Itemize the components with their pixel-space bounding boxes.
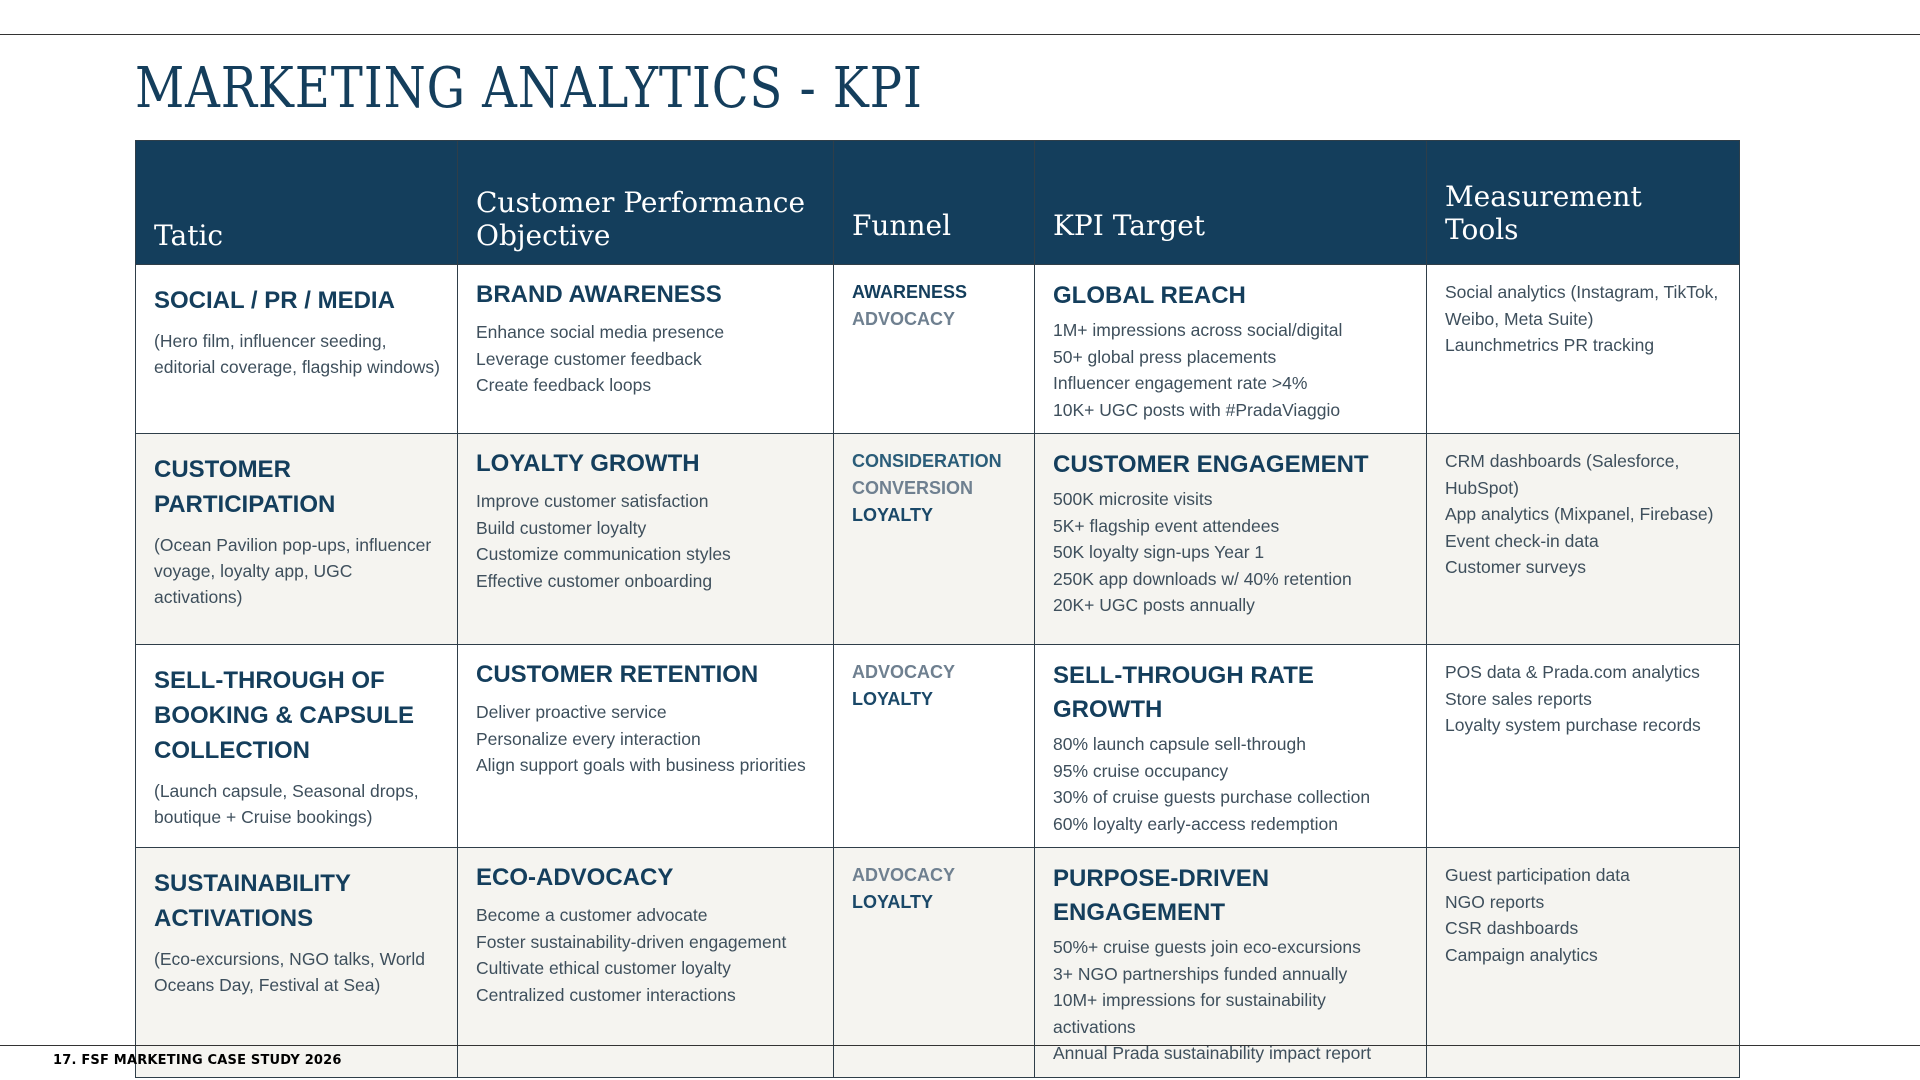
tools-list — [1445, 279, 1723, 359]
tools-cell — [1427, 645, 1740, 848]
objective-list — [476, 902, 817, 1008]
tool-item: Event check-in data — [1445, 530, 1599, 551]
tactic-note: (Eco-excursions, NGO talks, World Oceans Day, Festival at Sea) — [154, 949, 425, 995]
tool-item: App analytics (Mixpanel, Firebase) — [1445, 504, 1714, 524]
objective-item: Cultivate ethical customer loyalty — [476, 958, 731, 978]
tool-item: Store sales reports — [1445, 688, 1592, 709]
tool-item: NGO reports — [1445, 891, 1545, 912]
funnel-stage-loyalty: LOYALTY — [852, 892, 934, 912]
funnel-list — [852, 279, 1018, 333]
page-footer: 17. FSF MARKETING CASE STUDY 2026 — [53, 1053, 342, 1068]
tool-item: Customer surveys — [1445, 557, 1587, 577]
table-row — [136, 645, 1740, 848]
kpi-item: 60% loyalty early-access redemption — [1053, 813, 1338, 834]
tactic-cell — [136, 645, 458, 848]
header-measurement-tools: Measurement Tools — [1427, 141, 1740, 265]
funnel-cell — [834, 645, 1035, 848]
funnel-stage-conversion: CONVERSION — [852, 478, 974, 498]
funnel-cell — [834, 265, 1035, 434]
objective-title: ECO-ADVOCACY — [476, 864, 674, 891]
kpi-list — [1053, 934, 1410, 1067]
objective-item: Create feedback loops — [476, 375, 652, 395]
tool-item: Loyalty system purchase records — [1445, 715, 1701, 735]
objective-title: LOYALTY GROWTH — [476, 450, 700, 477]
funnel-stage-loyalty: LOYALTY — [852, 505, 934, 525]
table-row — [136, 434, 1740, 645]
table-row — [136, 265, 1740, 434]
tactic-note: (Launch capsule, Seasonal drops, boutique + Cruise bookings) — [154, 781, 419, 827]
tactic-title: SOCIAL / PR / MEDIA — [154, 287, 395, 314]
tactic-title: CUSTOMER PARTICIPATION — [154, 456, 336, 518]
objective-item: Deliver proactive service — [476, 702, 667, 722]
objective-item: Foster sustainability-driven engagement — [476, 931, 787, 952]
kpi-item: Influencer engagement rate >4% — [1053, 373, 1308, 393]
kpi-item: 500K microsite visits — [1053, 489, 1213, 509]
tactic-cell — [136, 434, 458, 645]
kpi-item: 20K+ UGC posts annually — [1053, 595, 1255, 615]
kpi-list — [1053, 731, 1410, 837]
header-kpi-target: KPI Target — [1035, 141, 1427, 265]
kpi-item: 95% cruise occupancy — [1053, 760, 1229, 781]
tactic-title: SUSTAINABILITY ACTIVATIONS — [154, 870, 351, 932]
page-title: MARKETING ANALYTICS - KPI — [135, 56, 923, 121]
kpi-item: 10K+ UGC posts with #PradaViaggio — [1053, 399, 1341, 420]
tool-item: CRM dashboards (Salesforce, HubSpot) — [1445, 451, 1680, 498]
tactic-note: (Ocean Pavilion pop-ups, influencer voyage, loyalty app, UGC activations) — [154, 535, 432, 607]
funnel-cell — [834, 434, 1035, 645]
objective-item: Enhance social media presence — [476, 322, 725, 342]
objective-item: Become a customer advocate — [476, 905, 708, 925]
kpi-table — [135, 140, 1740, 1078]
funnel-list — [852, 448, 1018, 529]
tools-list — [1445, 448, 1723, 581]
tools-list — [1445, 862, 1723, 968]
tactic-title: SELL-THROUGH OF BOOKING & CAPSULE COLLECTION — [154, 667, 415, 764]
header-objective: Customer Performance Objective — [458, 141, 834, 265]
kpi-title: GLOBAL REACH — [1053, 282, 1246, 309]
kpi-cell — [1035, 434, 1427, 645]
kpi-title: PURPOSE-DRIVEN ENGAGEMENT — [1053, 865, 1270, 926]
kpi-item: 50K loyalty sign-ups Year 1 — [1053, 542, 1265, 562]
top-divider — [0, 34, 1920, 35]
objective-item: Build customer loyalty — [476, 517, 647, 538]
kpi-title: SELL-THROUGH RATE GROWTH — [1053, 662, 1314, 723]
kpi-item: 1M+ impressions across social/digital — [1053, 320, 1343, 340]
funnel-stage-consideration: CONSIDERATION — [852, 451, 1002, 471]
header-tactic: Tatic — [136, 141, 458, 265]
tools-cell — [1427, 265, 1740, 434]
funnel-stage-advocacy: ADVOCACY — [852, 662, 956, 682]
kpi-cell — [1035, 265, 1427, 434]
objective-list — [476, 319, 817, 399]
objective-item: Centralized customer interactions — [476, 984, 736, 1005]
kpi-item: 10M+ impressions for sustainability activations — [1053, 990, 1326, 1037]
kpi-item: 5K+ flagship event attendees — [1053, 515, 1280, 536]
funnel-stage-advocacy: ADVOCACY — [852, 865, 956, 885]
kpi-list — [1053, 317, 1410, 423]
kpi-list — [1053, 486, 1410, 619]
kpi-item: 50%+ cruise guests join eco-excursions — [1053, 937, 1361, 957]
kpi-cell — [1035, 645, 1427, 848]
objective-list — [476, 699, 817, 779]
funnel-cell — [834, 848, 1035, 1078]
kpi-cell — [1035, 848, 1427, 1078]
tool-item: CSR dashboards — [1445, 918, 1579, 938]
kpi-title: CUSTOMER ENGAGEMENT — [1053, 451, 1369, 478]
tool-item: Launchmetrics PR tracking — [1445, 335, 1655, 355]
objective-item: Personalize every interaction — [476, 728, 701, 749]
objective-title: CUSTOMER RETENTION — [476, 661, 759, 688]
tools-cell — [1427, 848, 1740, 1078]
kpi-item: 250K app downloads w/ 40% retention — [1053, 568, 1352, 589]
objective-list — [476, 488, 817, 594]
objective-item: Improve customer satisfaction — [476, 491, 709, 511]
tool-item: POS data & Prada.com analytics — [1445, 662, 1700, 682]
tactic-note: (Hero film, influencer seeding, editorial coverage, flagship windows) — [154, 331, 440, 377]
objective-cell — [458, 265, 834, 434]
objective-cell — [458, 434, 834, 645]
header-funnel: Funnel — [834, 141, 1035, 265]
table-row — [136, 848, 1740, 1078]
objective-item: Align support goals with business priorities — [476, 755, 806, 775]
table-header-row — [136, 141, 1740, 265]
tool-item: Social analytics (Instagram, TikTok, Weibo, Meta Suite) — [1445, 282, 1719, 329]
objective-cell — [458, 645, 834, 848]
kpi-item: 80% launch capsule sell-through — [1053, 734, 1306, 754]
bottom-divider — [0, 1045, 1920, 1046]
objective-cell — [458, 848, 834, 1078]
objective-item: Customize communication styles — [476, 544, 731, 564]
tactic-cell — [136, 848, 458, 1078]
objective-title: BRAND AWARENESS — [476, 281, 722, 308]
funnel-stage-advocacy: ADVOCACY — [852, 309, 956, 329]
tool-item: Guest participation data — [1445, 865, 1630, 885]
tools-cell — [1427, 434, 1740, 645]
kpi-item: Annual Prada sustainability impact report — [1053, 1043, 1372, 1063]
objective-item: Leverage customer feedback — [476, 348, 702, 369]
funnel-stage-loyalty: LOYALTY — [852, 689, 934, 709]
kpi-item: 50+ global press placements — [1053, 346, 1277, 367]
funnel-list — [852, 862, 1018, 916]
funnel-list — [852, 659, 1018, 713]
objective-item: Effective customer onboarding — [476, 570, 713, 591]
tools-list — [1445, 659, 1723, 739]
tool-item: Campaign analytics — [1445, 944, 1598, 965]
kpi-item: 30% of cruise guests purchase collection — [1053, 787, 1371, 807]
tactic-cell — [136, 265, 458, 434]
kpi-item: 3+ NGO partnerships funded annually — [1053, 963, 1348, 984]
funnel-stage-awareness: AWARENESS — [852, 282, 968, 302]
